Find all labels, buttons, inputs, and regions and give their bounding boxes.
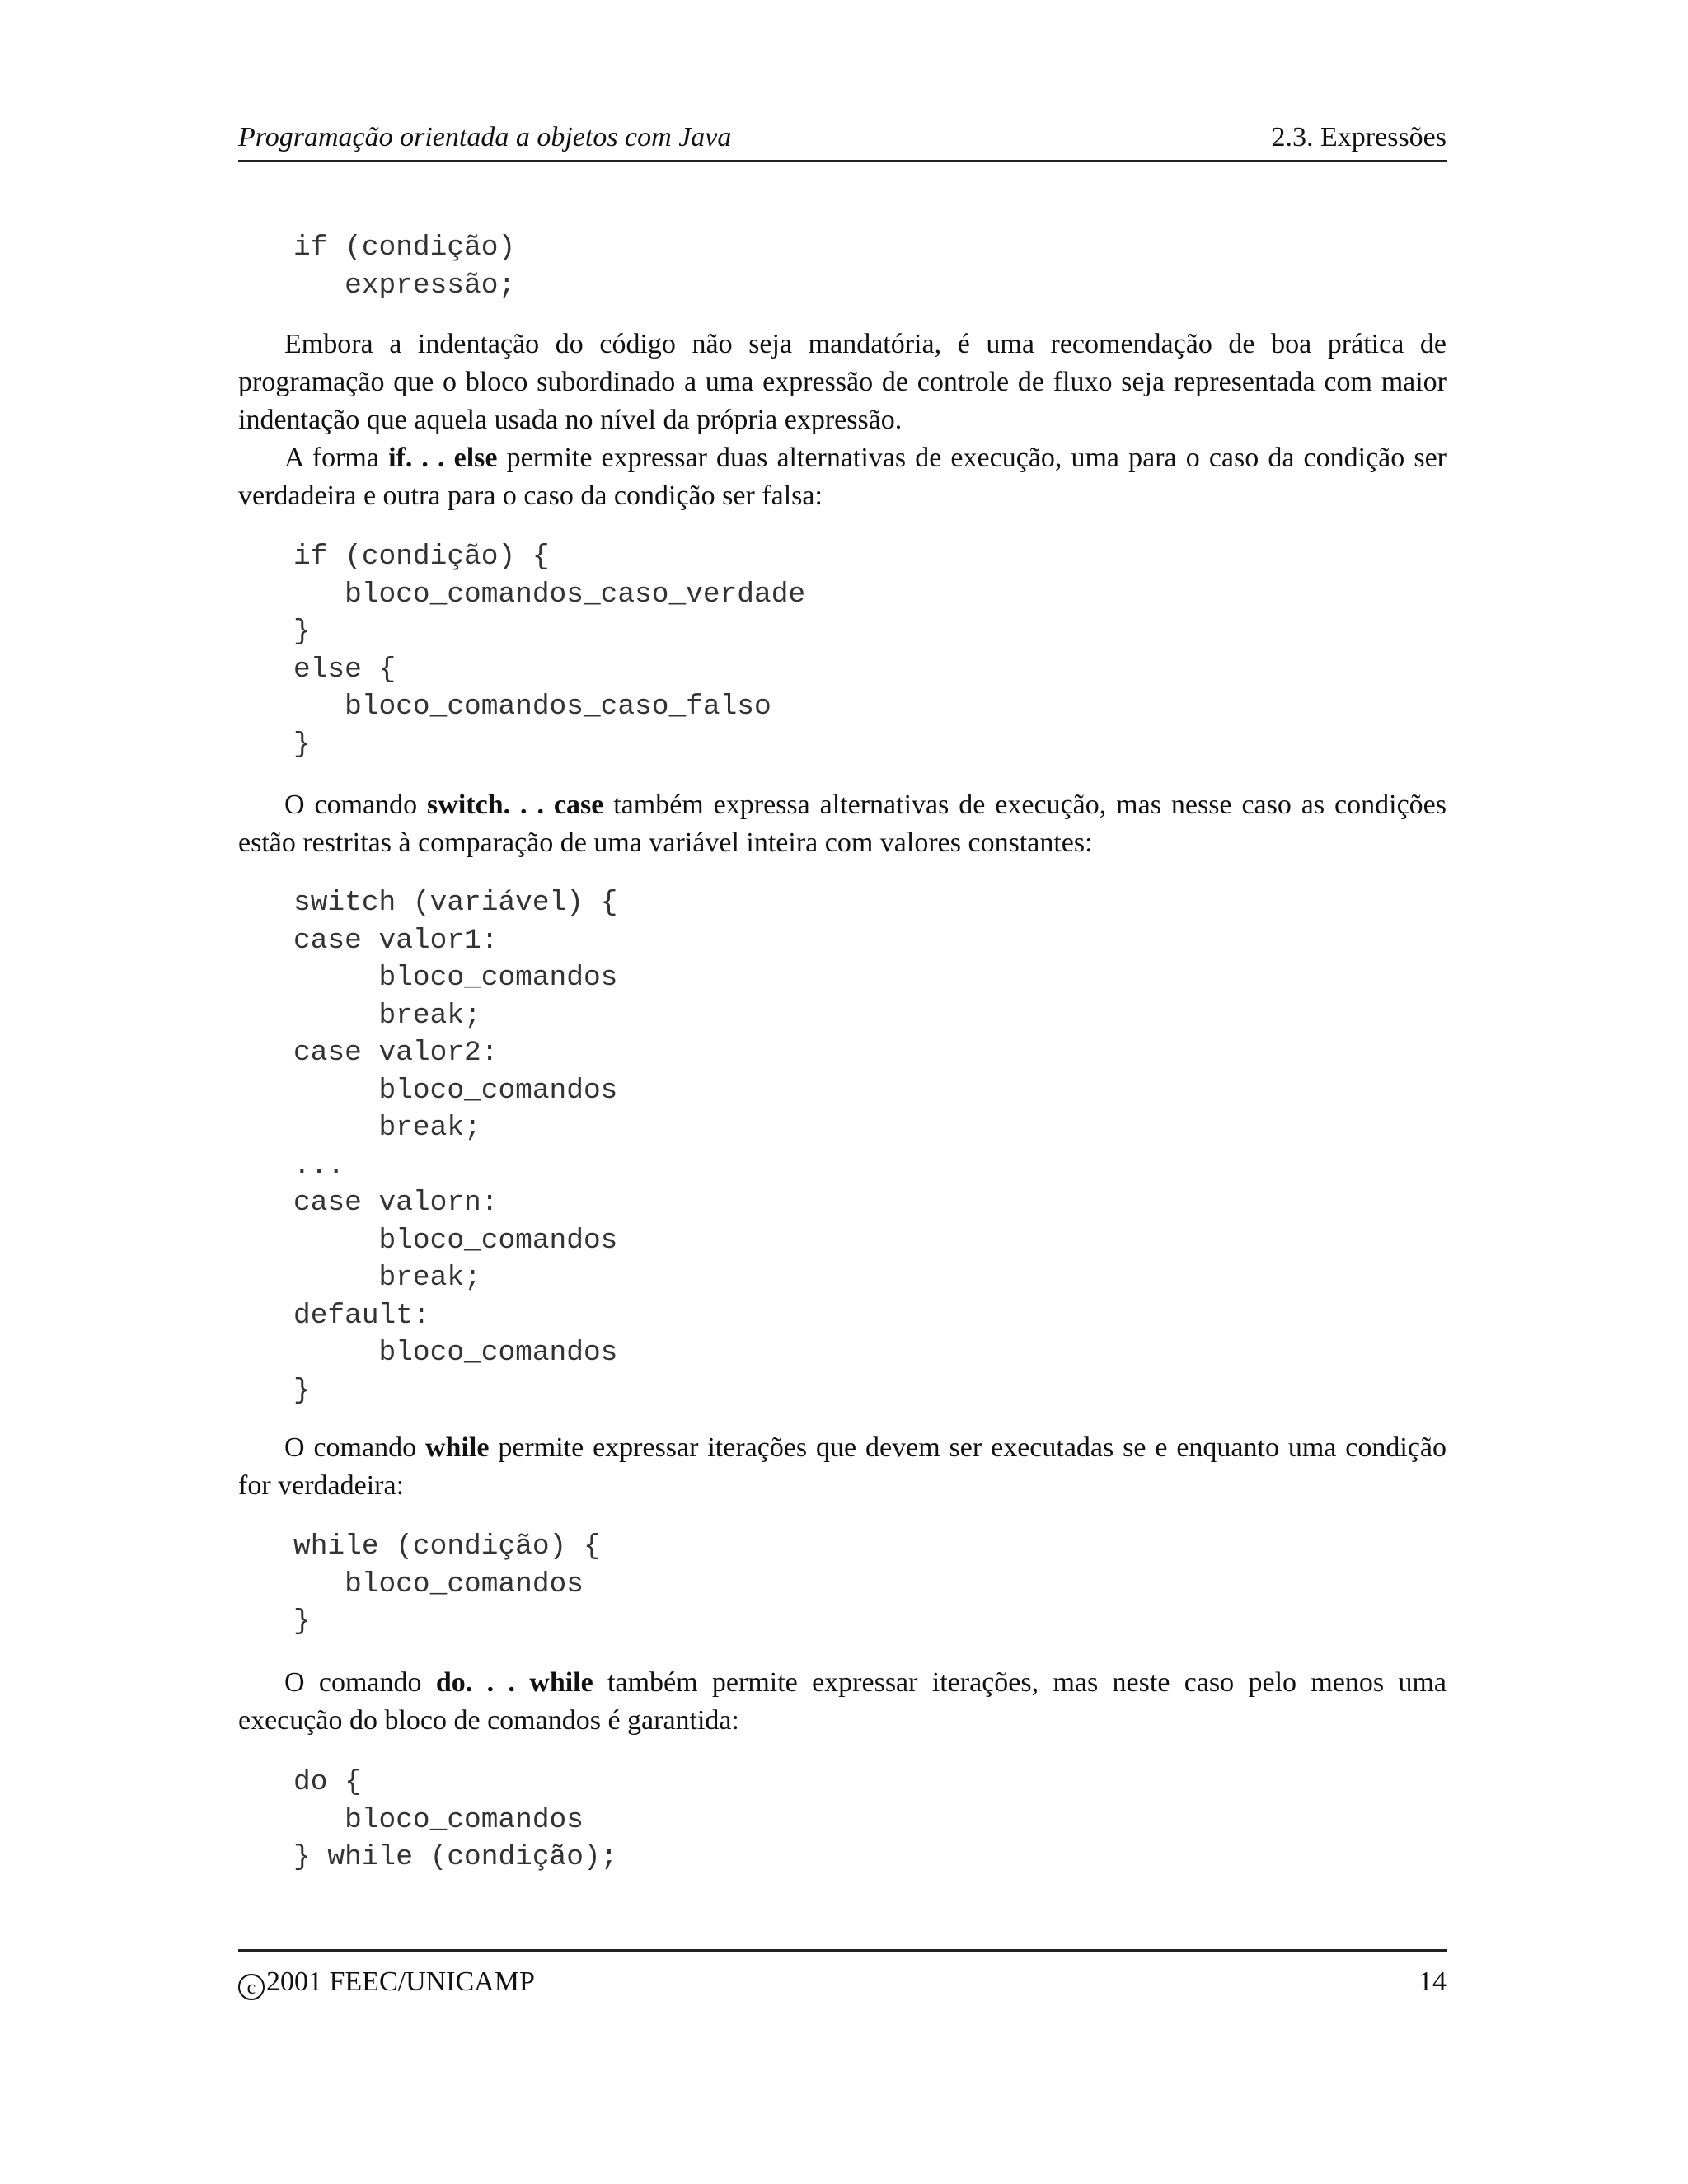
page-footer — [238, 1949, 1447, 1999]
page-header — [238, 120, 1447, 162]
copyright-icon: c — [238, 1974, 265, 2000]
copyright-text: 2001 FEEC/UNICAMP — [266, 1966, 535, 1997]
keyword-do-while: do. . . while — [435, 1667, 593, 1698]
code-block-if: if (condição) expressão; — [293, 232, 516, 302]
copyright — [238, 1966, 535, 2000]
code-block-while: while (condição) { bloco_comandos } — [293, 1530, 601, 1638]
paragraph-indentation: Embora a indentação do código não seja mandatória, é uma recomendação de boa prática de programação que o bloco subordinado a uma expressão de controle de fluxo seja representada com maior indentação que aquela usada no nível da própria expressão. — [238, 329, 1447, 435]
keyword-switch-case: switch. . . case — [427, 790, 604, 820]
code-block-do-while: do { bloco_comandos } while (condição); — [293, 1766, 618, 1873]
keyword-if-else: if. . . else — [388, 443, 498, 473]
page-number: 14 — [1418, 1966, 1447, 1997]
keyword-while: while — [424, 1432, 490, 1463]
paragraph-do-while: O comando do. . . while também permite expressar iterações, mas neste caso pelo menos uma execução do bloco de comandos é garantida: — [238, 1667, 1447, 1736]
section-title: 2.3. Expressões — [1271, 122, 1447, 152]
paragraph-switch: O comando switch. . . case também expressa alternativas de execução, mas nesse caso as condições estão restritas à comparação de uma variável inteira com valores constantes: — [238, 790, 1447, 858]
book-title: Programação orientada a objetos com Java — [238, 122, 732, 152]
paragraph-if-else: A forma if. . . else permite expressar duas alternativas de execução, uma para o caso da condição ser verdadeira e outra para o caso da condição ser falsa: — [238, 443, 1447, 511]
code-block-if-else: if (condição) { bloco_comandos_caso_verdade } else { bloco_comandos_caso_falso } — [293, 541, 806, 761]
code-block-switch: switch (variável) { case valor1: bloco_comandos break; case valor2: bloco_comandos break; ... case valorn: bloco_comandos break; default: bloco_comandos } — [293, 887, 618, 1407]
paragraph-while: O comando while permite expressar iterações que devem ser executadas se e enquanto uma condição for verdadeira: — [238, 1432, 1447, 1501]
